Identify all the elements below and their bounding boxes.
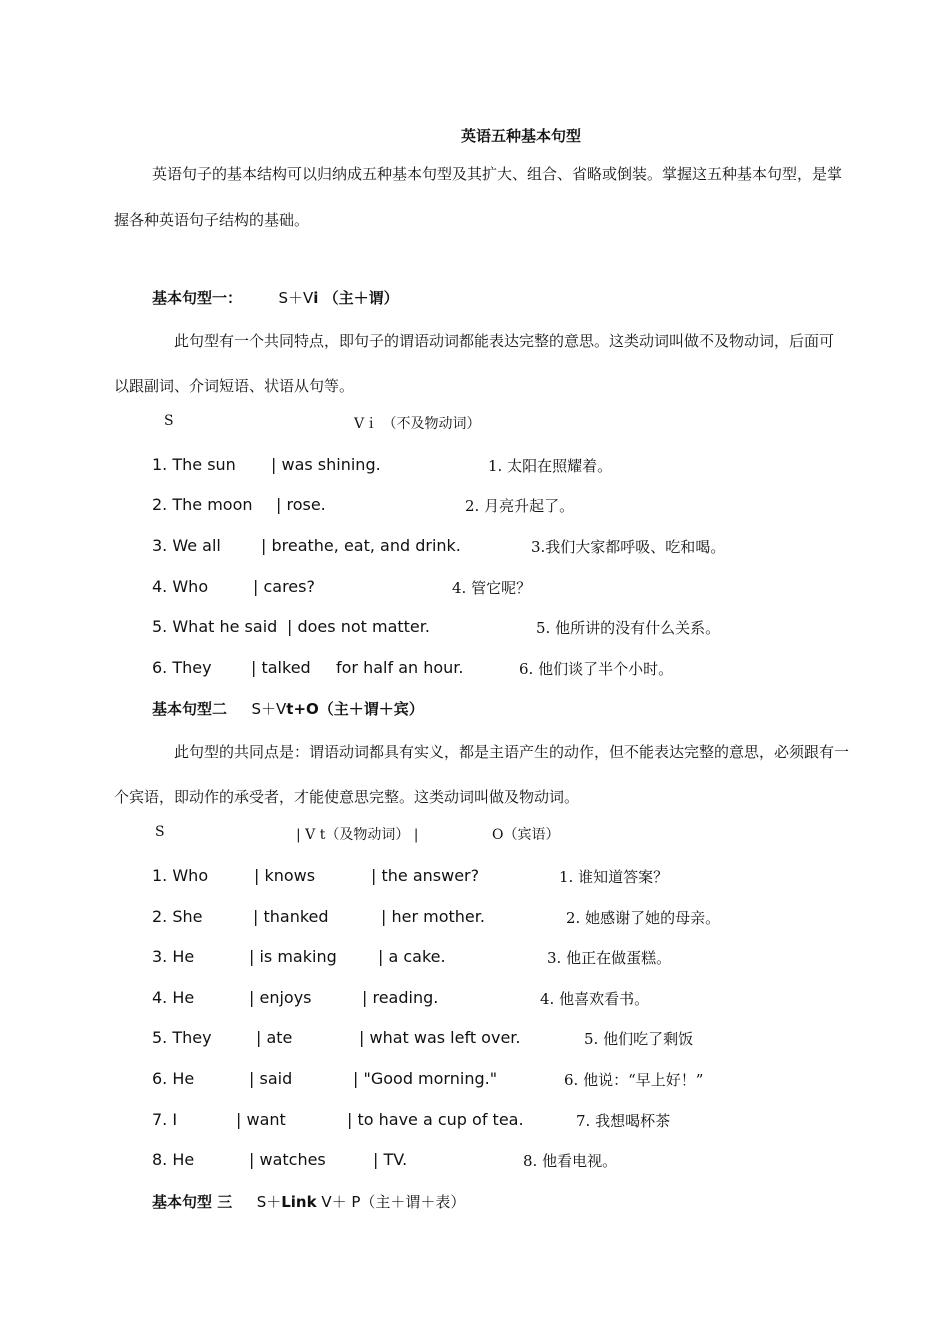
example-subject: 4. He bbox=[152, 988, 195, 1007]
intro-line-1: 英语句子的基本结构可以归纳成五种基本句型及其扩大、组合、省略或倒装。掌握这五种基本句型，是掌 bbox=[152, 165, 843, 183]
example-verb: | was shining. bbox=[271, 455, 381, 474]
example-translation: 5. 他所讲的没有什么关系。 bbox=[536, 619, 721, 637]
pattern2-col-verb: | V t（及物动词） | bbox=[296, 827, 419, 843]
example-verb: | breathe, eat, and drink. bbox=[261, 536, 461, 555]
example-translation: 6. 他说：“早上好！” bbox=[564, 1071, 704, 1089]
pattern1-col-verb: Vｉ （不及物动词） bbox=[354, 416, 481, 432]
pattern2-formula-bold: t+ bbox=[286, 700, 307, 718]
example-translation: 1. 太阳在照耀着。 bbox=[488, 457, 613, 475]
pattern1-col-subject: S bbox=[164, 413, 174, 429]
example-translation: 3.我们大家都呼吸、吃和喝。 bbox=[531, 538, 726, 556]
pattern3-heading bbox=[152, 1191, 465, 1212]
example-subject: 7. I bbox=[152, 1110, 178, 1129]
example-translation: 2. 她感谢了她的母亲。 bbox=[566, 909, 721, 927]
example-subject: 2. The moon bbox=[152, 495, 253, 514]
example-verb: | talked bbox=[251, 658, 311, 677]
example-subject: 6. He bbox=[152, 1069, 195, 1088]
pattern2-formula: S＋V bbox=[251, 700, 287, 718]
example-verb: | thanked bbox=[253, 907, 329, 926]
pattern3-formula: S＋ bbox=[256, 1193, 282, 1211]
example-subject: 3. We all bbox=[152, 536, 221, 555]
pattern1-heading bbox=[152, 287, 399, 308]
example-subject: 1. Who bbox=[152, 866, 209, 885]
example-translation: 4. 他喜欢看书。 bbox=[540, 990, 650, 1008]
example-subject: 5. They bbox=[152, 1028, 212, 1047]
pattern1-desc-line-1: 此句型有一个共同特点，即句子的谓语动词都能表达完整的意思。这类动词叫做不及物动词，后面可 bbox=[174, 332, 835, 350]
example-verb: | is making bbox=[249, 947, 337, 966]
example-translation: 3. 他正在做蛋糕。 bbox=[547, 949, 672, 967]
example-translation: 8. 他看电视。 bbox=[523, 1152, 618, 1170]
example-subject: 3. He bbox=[152, 947, 195, 966]
example-subject: 2. She bbox=[152, 907, 203, 926]
example-object: | the answer? bbox=[371, 866, 480, 885]
example-verb: | cares? bbox=[253, 577, 315, 596]
pattern1-desc-line-2: 以跟副词、介词短语、状语从句等。 bbox=[114, 377, 355, 395]
example-object: | "Good morning." bbox=[353, 1069, 498, 1088]
example-translation: 4. 管它呢？ bbox=[452, 579, 532, 597]
pattern2-desc-line-2: 个宾语，即动作的承受者，才能使意思完整。这类动词叫做及物动词。 bbox=[114, 788, 580, 806]
example-subject: 6. They bbox=[152, 658, 212, 677]
page-title: 英语五种基本句型 bbox=[461, 127, 582, 145]
example-translation: 5. 他们吃了剩饭 bbox=[584, 1030, 694, 1048]
pattern1-formula-tail: （主＋谓） bbox=[323, 289, 399, 307]
example-translation: 7. 我想喝杯茶 bbox=[576, 1112, 671, 1130]
example-object: | what was left over. bbox=[359, 1028, 521, 1047]
pattern2-desc-line-1: 此句型的共同点是：谓语动词都具有实义，都是主语产生的动作，但不能表达完整的意思，必须跟有一 bbox=[174, 743, 850, 761]
example-object: | a cake. bbox=[378, 947, 446, 966]
example-verb: | ate bbox=[256, 1028, 293, 1047]
pattern2-col-object: O（宾语） bbox=[492, 827, 560, 843]
example-verb: | rose. bbox=[276, 495, 326, 514]
example-verb: | enjoys bbox=[249, 988, 312, 1007]
example-subject: 5. What he said bbox=[152, 617, 278, 636]
example-object: | to have a cup of tea. bbox=[347, 1110, 524, 1129]
pattern3-formula-tail: V＋ P（主＋谓＋表） bbox=[316, 1193, 466, 1211]
example-translation: 1. 谁知道答案？ bbox=[559, 868, 669, 886]
example-verb: | watches bbox=[249, 1150, 326, 1169]
pattern2-heading bbox=[152, 698, 424, 719]
example-object: | TV. bbox=[373, 1150, 408, 1169]
example-verb: | said bbox=[249, 1069, 293, 1088]
pattern2-col-subject: S bbox=[155, 824, 165, 840]
example-verb: | does not matter. bbox=[287, 617, 430, 636]
pattern2-label: 基本句型二 bbox=[152, 700, 228, 718]
example-subject: 1. The sun bbox=[152, 455, 236, 474]
pattern1-formula: S＋V bbox=[278, 289, 314, 307]
example-translation: 2. 月亮升起了。 bbox=[465, 497, 575, 515]
intro-line-2: 握各种英语句子结构的基础。 bbox=[114, 211, 310, 229]
pattern3-label: 基本句型 三 bbox=[152, 1193, 233, 1211]
example-object: | her mother. bbox=[381, 907, 485, 926]
pattern1-label: 基本句型一： bbox=[152, 289, 243, 307]
pattern2-formula-tail: O（主＋谓＋宾） bbox=[306, 700, 424, 718]
example-object: for half an hour. bbox=[336, 658, 464, 677]
pattern1-formula-bold: i bbox=[313, 289, 319, 307]
pattern3-formula-bold: Link bbox=[281, 1193, 317, 1211]
example-subject: 8. He bbox=[152, 1150, 195, 1169]
example-translation: 6. 他们谈了半个小时。 bbox=[519, 660, 674, 678]
example-object: | reading. bbox=[362, 988, 439, 1007]
example-verb: | want bbox=[236, 1110, 286, 1129]
example-subject: 4. Who bbox=[152, 577, 209, 596]
example-verb: | knows bbox=[254, 866, 316, 885]
